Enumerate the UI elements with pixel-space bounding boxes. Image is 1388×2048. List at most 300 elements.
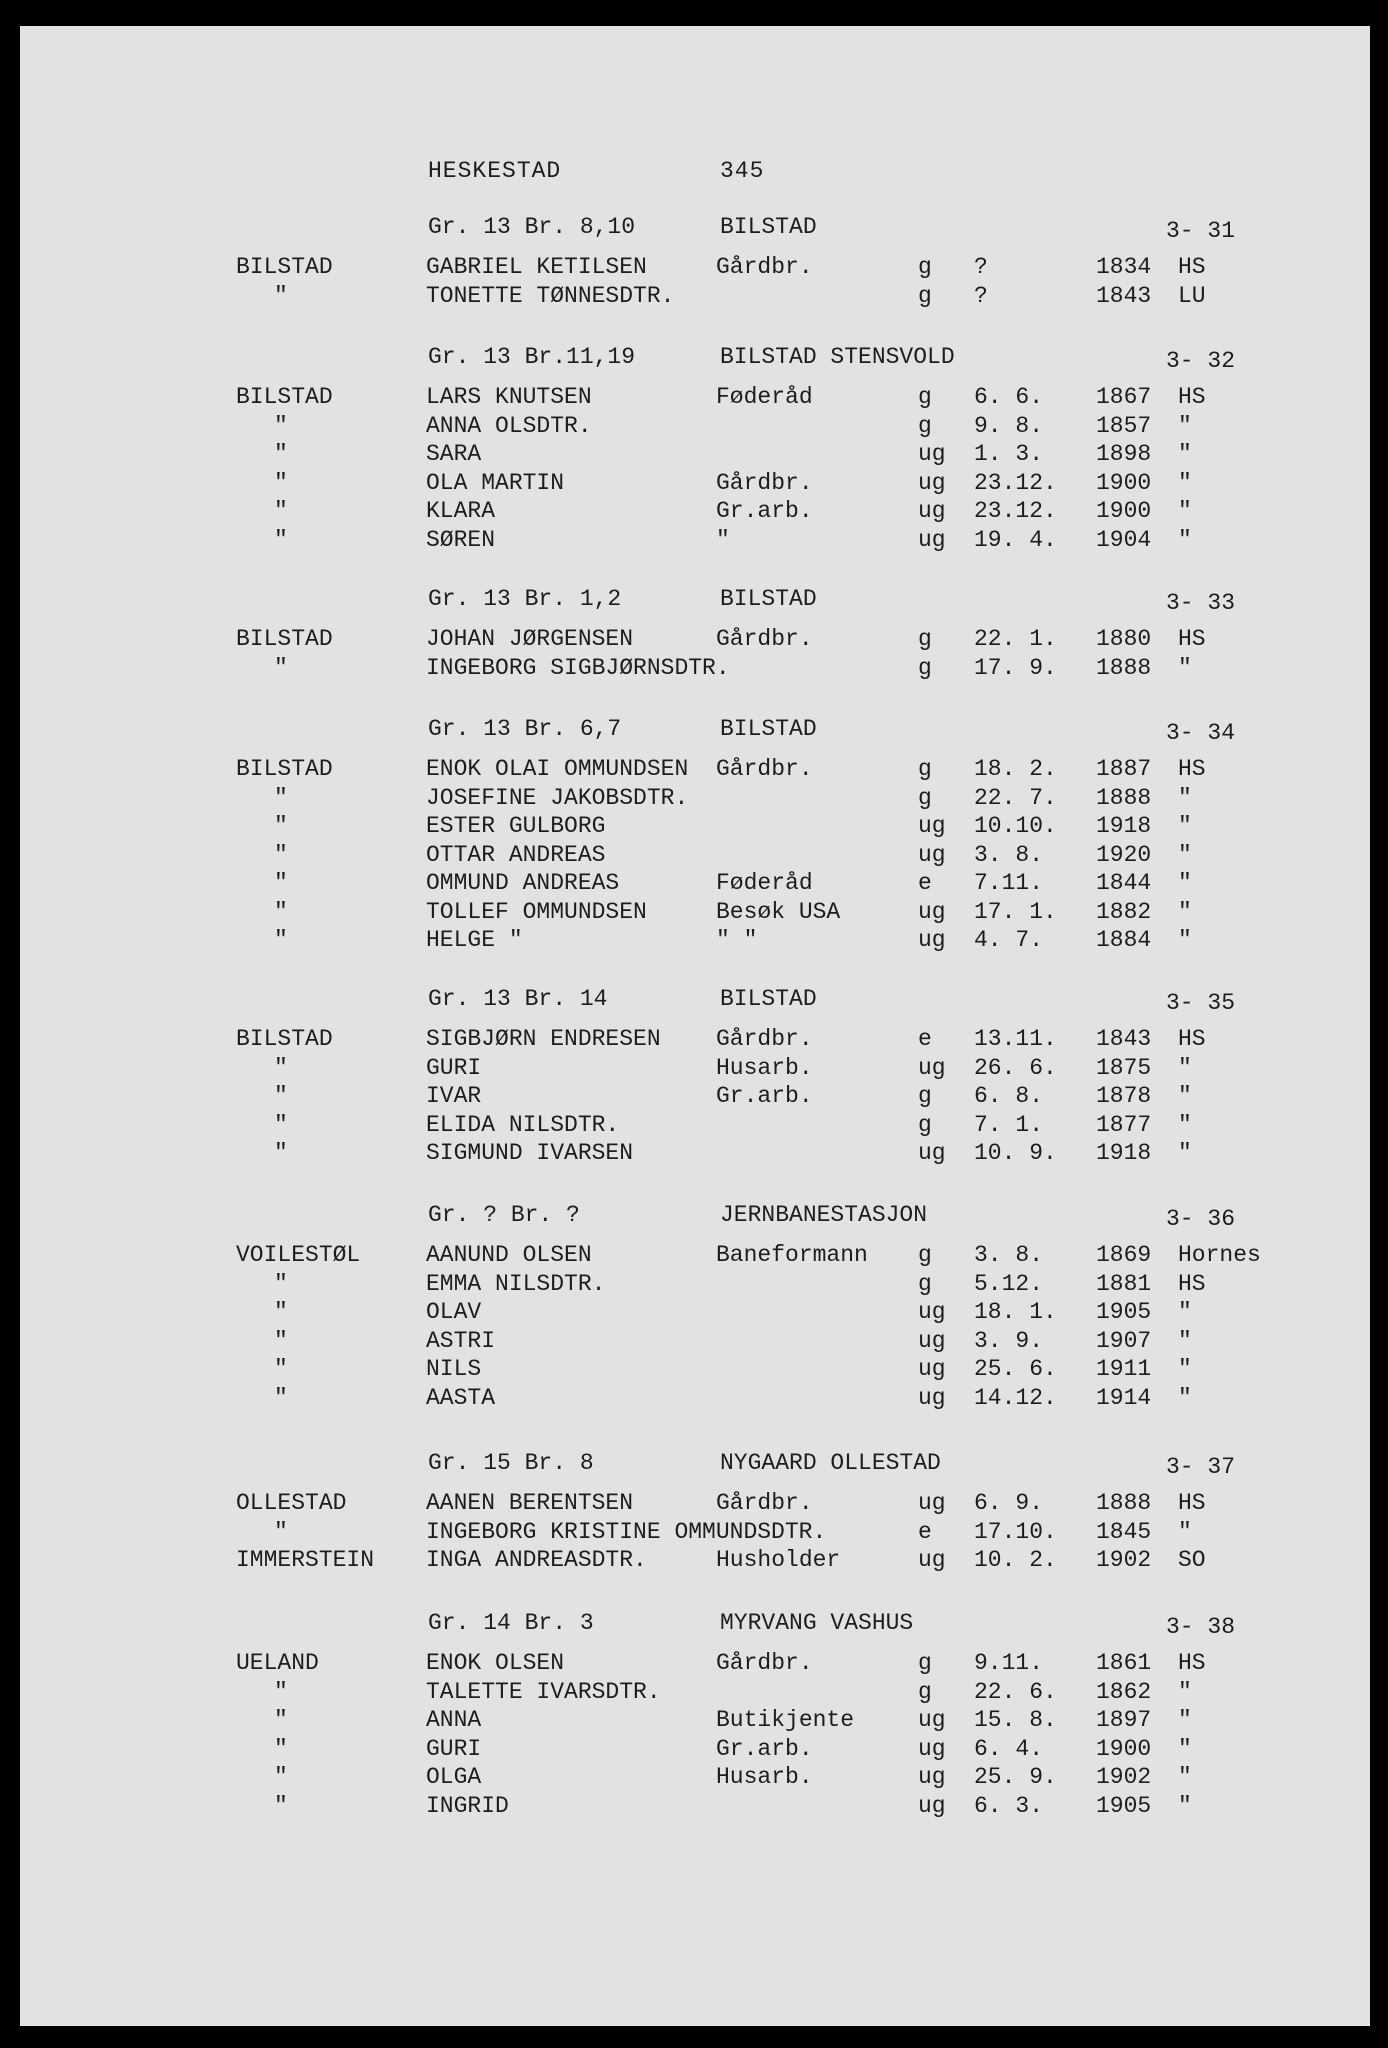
occupation-cell: Besøk USA: [716, 898, 841, 925]
place-cell: ": [274, 1384, 288, 1411]
person-row: [0, 1026, 1388, 1055]
occupation-cell: Husholder: [716, 1547, 841, 1573]
place-cell: ": [274, 526, 288, 553]
place-cell: BILSTAD: [236, 1026, 333, 1052]
birth-date-cell: 10. 9.: [974, 1140, 1057, 1166]
birth-date-cell: 1. 3.: [974, 441, 1044, 467]
birth-year-cell: 1888: [1096, 1490, 1152, 1516]
birth-date-cell: 25. 6.: [974, 1356, 1057, 1382]
person-row: [0, 870, 1388, 899]
occupation-cell: Gårdbr.: [716, 254, 813, 280]
household-code: 3- 37: [1166, 1454, 1236, 1480]
birthplace-cell: ": [1178, 841, 1192, 868]
birth-year-cell: 1911: [1096, 1356, 1152, 1382]
birth-date-cell: 6. 4.: [974, 1735, 1044, 1762]
name-cell: TOLLEF OMMUNDSEN: [426, 898, 647, 925]
household-section: [0, 1610, 1388, 1821]
household-section: [0, 586, 1388, 683]
birthplace-cell: ": [1178, 498, 1192, 524]
name-cell: ELIDA NILSDTR.: [426, 1111, 620, 1138]
person-row: [0, 1328, 1388, 1357]
birth-date-cell: 26. 6.: [974, 1054, 1057, 1081]
civil-status-cell: ug: [918, 1356, 946, 1382]
farm-name: BILSTAD: [720, 986, 817, 1012]
household-code: 3- 31: [1166, 218, 1236, 244]
birth-year-cell: 1857: [1096, 412, 1152, 439]
person-row: [0, 283, 1388, 312]
birthplace-cell: SO: [1178, 1547, 1206, 1573]
name-cell: IVAR: [426, 1083, 482, 1109]
name-cell: ANNA OLSDTR.: [426, 412, 592, 439]
name-cell: SIGBJØRN ENDRESEN: [426, 1026, 661, 1052]
person-row: [0, 1736, 1388, 1765]
civil-status-cell: ug: [918, 1384, 946, 1411]
farm-name: JERNBANESTASJON: [720, 1202, 928, 1228]
place-cell: ": [274, 870, 288, 896]
group-heading: [0, 214, 1388, 244]
person-row: [0, 1764, 1388, 1793]
person-row: [0, 384, 1388, 413]
birth-date-cell: 7.11.: [974, 870, 1044, 896]
birthplace-cell: ": [1178, 1735, 1192, 1762]
occupation-cell: Gårdbr.: [716, 1490, 813, 1516]
place-cell: UELAND: [236, 1650, 319, 1676]
place-cell: ": [274, 1678, 288, 1705]
name-cell: TONETTE TØNNESDTR.: [426, 282, 675, 309]
birth-date-cell: 25. 9.: [974, 1764, 1057, 1790]
place-cell: ": [274, 1356, 288, 1382]
group-reference: Gr. 13 Br. 8,10: [428, 214, 636, 240]
person-row: [0, 1547, 1388, 1576]
birth-year-cell: 1900: [1096, 498, 1152, 524]
name-cell: INGEBORG KRISTINE OMMUNDSDTR.: [426, 1518, 827, 1545]
civil-status-cell: g: [918, 1242, 932, 1268]
person-row: [0, 1385, 1388, 1414]
civil-status-cell: g: [918, 412, 932, 439]
name-cell: ESTER GULBORG: [426, 813, 606, 839]
birthplace-cell: HS: [1178, 1270, 1206, 1297]
birth-year-cell: 1888: [1096, 784, 1152, 811]
household-section: [0, 1202, 1388, 1413]
birthplace-cell: ": [1178, 1140, 1192, 1166]
birth-year-cell: 1845: [1096, 1518, 1152, 1545]
name-cell: LARS KNUTSEN: [426, 384, 592, 410]
birthplace-cell: ": [1178, 1764, 1192, 1790]
name-cell: GURI: [426, 1054, 482, 1081]
birthplace-cell: ": [1178, 1327, 1192, 1354]
person-row: [0, 1707, 1388, 1736]
civil-status-cell: g: [918, 1083, 932, 1109]
place-cell: ": [274, 1054, 288, 1081]
group-heading: [0, 344, 1388, 374]
birthplace-cell: ": [1178, 870, 1192, 896]
civil-status-cell: e: [918, 1518, 932, 1545]
name-cell: ASTRI: [426, 1327, 496, 1354]
birth-year-cell: 1920: [1096, 841, 1152, 868]
group-reference: Gr. 15 Br. 8: [428, 1450, 594, 1476]
person-row: [0, 1793, 1388, 1822]
household-section: [0, 214, 1388, 311]
person-row: [0, 785, 1388, 814]
occupation-cell: Føderåd: [716, 384, 813, 410]
birth-date-cell: 9.11.: [974, 1650, 1044, 1676]
birth-date-cell: 15. 8.: [974, 1707, 1057, 1733]
occupation-cell: Husarb.: [716, 1764, 813, 1790]
place-cell: ": [274, 1792, 288, 1819]
birth-date-cell: ?: [974, 254, 988, 280]
birthplace-cell: ": [1178, 469, 1192, 496]
place-cell: ": [274, 813, 288, 839]
name-cell: INGRID: [426, 1792, 509, 1819]
birth-date-cell: 6. 9.: [974, 1490, 1044, 1516]
place-cell: BILSTAD: [236, 384, 333, 410]
name-cell: AASTA: [426, 1384, 496, 1411]
place-cell: ": [274, 1299, 288, 1325]
group-heading: [0, 1202, 1388, 1232]
civil-status-cell: ug: [918, 1490, 946, 1516]
household-section: [0, 716, 1388, 956]
birth-date-cell: 17. 1.: [974, 898, 1057, 925]
birthplace-cell: ": [1178, 1054, 1192, 1081]
birthplace-cell: ": [1178, 813, 1192, 839]
group-reference: Gr. 13 Br. 1,2: [428, 586, 622, 612]
birth-date-cell: 10. 2.: [974, 1547, 1057, 1573]
civil-status-cell: ug: [918, 526, 946, 553]
birth-date-cell: 23.12.: [974, 469, 1057, 496]
name-cell: OLAV: [426, 1299, 482, 1325]
farm-name: BILSTAD: [720, 214, 817, 240]
farm-name: BILSTAD STENSVOLD: [720, 344, 955, 370]
name-cell: AANUND OLSEN: [426, 1242, 592, 1268]
birth-year-cell: 1867: [1096, 384, 1152, 410]
birthplace-cell: Hornes: [1178, 1242, 1261, 1268]
civil-status-cell: g: [918, 1111, 932, 1138]
occupation-cell: ": [716, 526, 730, 553]
occupation-cell: " ": [716, 927, 758, 953]
person-row: [0, 527, 1388, 556]
civil-status-cell: g: [918, 282, 932, 309]
place-cell: ": [274, 1518, 288, 1545]
civil-status-cell: ug: [918, 927, 946, 953]
birthplace-cell: ": [1178, 927, 1192, 953]
occupation-cell: Gårdbr.: [716, 1650, 813, 1676]
household-section: [0, 344, 1388, 555]
name-cell: OLA MARTIN: [426, 469, 565, 496]
group-reference: Gr. 13 Br. 6,7: [428, 716, 622, 742]
occupation-cell: Gårdbr.: [716, 1026, 813, 1052]
birth-date-cell: 13.11.: [974, 1026, 1057, 1052]
birth-date-cell: 22. 6.: [974, 1678, 1057, 1705]
farm-name: BILSTAD: [720, 716, 817, 742]
birth-date-cell: 19. 4.: [974, 526, 1057, 553]
birthplace-cell: HS: [1178, 1650, 1206, 1676]
birth-year-cell: 1904: [1096, 526, 1152, 553]
person-row: [0, 1356, 1388, 1385]
place-cell: ": [274, 282, 288, 309]
name-cell: NILS: [426, 1356, 482, 1382]
name-cell: ANNA: [426, 1707, 482, 1733]
birthplace-cell: ": [1178, 1356, 1192, 1382]
person-row: [0, 1140, 1388, 1169]
household-code: 3- 35: [1166, 990, 1236, 1016]
birth-year-cell: 1918: [1096, 813, 1152, 839]
civil-status-cell: g: [918, 384, 932, 410]
page-number: 345: [720, 158, 765, 184]
civil-status-cell: ug: [918, 441, 946, 467]
birth-year-cell: 1861: [1096, 1650, 1152, 1676]
place-cell: ": [274, 898, 288, 925]
civil-status-cell: ug: [918, 1547, 946, 1573]
person-row: [0, 1055, 1388, 1084]
birthplace-cell: ": [1178, 1384, 1192, 1411]
person-row: [0, 1650, 1388, 1679]
birthplace-cell: ": [1178, 1083, 1192, 1109]
birth-date-cell: 3. 8.: [974, 1242, 1044, 1268]
birth-year-cell: 1902: [1096, 1547, 1152, 1573]
birth-year-cell: 1869: [1096, 1242, 1152, 1268]
person-row: [0, 813, 1388, 842]
occupation-cell: Gr.arb.: [716, 498, 813, 524]
birth-year-cell: 1907: [1096, 1327, 1152, 1354]
name-cell: INGA ANDREASDTR.: [426, 1547, 647, 1573]
person-row: [0, 842, 1388, 871]
occupation-cell: Gårdbr.: [716, 626, 813, 652]
birthplace-cell: ": [1178, 1518, 1192, 1545]
household-code: 3- 32: [1166, 348, 1236, 374]
birth-date-cell: 14.12.: [974, 1384, 1057, 1411]
name-cell: TALETTE IVARSDTR.: [426, 1678, 661, 1705]
birthplace-cell: HS: [1178, 1490, 1206, 1516]
occupation-cell: Føderåd: [716, 870, 813, 896]
birthplace-cell: ": [1178, 1299, 1192, 1325]
place-cell: ": [274, 1707, 288, 1733]
birth-year-cell: 1900: [1096, 1735, 1152, 1762]
place-cell: OLLESTAD: [236, 1490, 347, 1516]
birthplace-cell: HS: [1178, 626, 1206, 652]
birth-date-cell: 18. 1.: [974, 1299, 1057, 1325]
place-cell: ": [274, 927, 288, 953]
farm-name: BILSTAD: [720, 586, 817, 612]
place-cell: ": [274, 1327, 288, 1354]
birth-year-cell: 1882: [1096, 898, 1152, 925]
birth-date-cell: 4. 7.: [974, 927, 1044, 953]
civil-status-cell: ug: [918, 469, 946, 496]
place-cell: ": [274, 1270, 288, 1297]
person-row: [0, 626, 1388, 655]
group-reference: Gr. 13 Br.11,19: [428, 344, 636, 370]
name-cell: OTTAR ANDREAS: [426, 841, 606, 868]
occupation-cell: Husarb.: [716, 1054, 813, 1081]
place-cell: ": [274, 498, 288, 524]
occupation-cell: Gr.arb.: [716, 1735, 813, 1762]
birth-year-cell: 1898: [1096, 441, 1152, 467]
birthplace-cell: LU: [1178, 282, 1206, 309]
place-cell: ": [274, 1111, 288, 1138]
civil-status-cell: g: [918, 654, 932, 681]
birthplace-cell: HS: [1178, 1026, 1206, 1052]
place-cell: IMMERSTEIN: [236, 1547, 375, 1573]
name-cell: KLARA: [426, 498, 496, 524]
person-row: [0, 1299, 1388, 1328]
name-cell: EMMA NILSDTR.: [426, 1270, 606, 1297]
birth-year-cell: 1875: [1096, 1054, 1152, 1081]
group-heading: [0, 986, 1388, 1016]
birthplace-cell: ": [1178, 526, 1192, 553]
place-cell: ": [274, 1083, 288, 1109]
place-cell: ": [274, 784, 288, 811]
household-section: [0, 986, 1388, 1169]
civil-status-cell: ug: [918, 498, 946, 524]
civil-status-cell: g: [918, 1650, 932, 1676]
birth-date-cell: 17.10.: [974, 1518, 1057, 1545]
birth-date-cell: 9. 8.: [974, 412, 1044, 439]
place-cell: ": [274, 1735, 288, 1762]
group-reference: Gr. 14 Br. 3: [428, 1610, 594, 1636]
group-reference: Gr. 13 Br. 14: [428, 986, 608, 1012]
group-heading: [0, 1450, 1388, 1480]
person-row: [0, 441, 1388, 470]
household-section: [0, 1450, 1388, 1576]
birthplace-cell: ": [1178, 1707, 1192, 1733]
birthplace-cell: ": [1178, 1792, 1192, 1819]
civil-status-cell: g: [918, 784, 932, 811]
civil-status-cell: e: [918, 870, 932, 896]
civil-status-cell: g: [918, 1678, 932, 1705]
person-row: [0, 1519, 1388, 1548]
civil-status-cell: g: [918, 756, 932, 782]
group-heading: [0, 1610, 1388, 1640]
birth-year-cell: 1880: [1096, 626, 1152, 652]
birth-year-cell: 1884: [1096, 927, 1152, 953]
birth-date-cell: 17. 9.: [974, 654, 1057, 681]
place-cell: ": [274, 841, 288, 868]
farm-name: NYGAARD OLLESTAD: [720, 1450, 941, 1476]
person-row: [0, 927, 1388, 956]
birth-year-cell: 1844: [1096, 870, 1152, 896]
birthplace-cell: ": [1178, 654, 1192, 681]
name-cell: JOHAN JØRGENSEN: [426, 626, 634, 652]
group-heading: [0, 716, 1388, 746]
civil-status-cell: ug: [918, 1140, 946, 1166]
birthplace-cell: HS: [1178, 384, 1206, 410]
person-row: [0, 498, 1388, 527]
civil-status-cell: ug: [918, 1764, 946, 1790]
civil-status-cell: g: [918, 254, 932, 280]
birth-date-cell: 7. 1.: [974, 1111, 1044, 1138]
birth-date-cell: ?: [974, 282, 988, 309]
birth-year-cell: 1897: [1096, 1707, 1152, 1733]
place-cell: BILSTAD: [236, 254, 333, 280]
person-row: [0, 413, 1388, 442]
occupation-cell: Butikjente: [716, 1707, 855, 1733]
person-row: [0, 1242, 1388, 1271]
name-cell: GURI: [426, 1735, 482, 1762]
birth-year-cell: 1905: [1096, 1792, 1152, 1819]
birth-date-cell: 6. 3.: [974, 1792, 1044, 1819]
name-cell: INGEBORG SIGBJØRNSDTR.: [426, 654, 730, 681]
birth-year-cell: 1914: [1096, 1384, 1152, 1411]
page-header: [428, 158, 765, 184]
birth-year-cell: 1862: [1096, 1678, 1152, 1705]
birth-year-cell: 1877: [1096, 1111, 1152, 1138]
birthplace-cell: ": [1178, 784, 1192, 811]
name-cell: GABRIEL KETILSEN: [426, 254, 647, 280]
occupation-cell: Gårdbr.: [716, 756, 813, 782]
place-cell: ": [274, 441, 288, 467]
birth-year-cell: 1902: [1096, 1764, 1152, 1790]
birth-year-cell: 1900: [1096, 469, 1152, 496]
birth-date-cell: 22. 1.: [974, 626, 1057, 652]
birth-year-cell: 1834: [1096, 254, 1152, 280]
civil-status-cell: ug: [918, 1707, 946, 1733]
birth-year-cell: 1881: [1096, 1270, 1152, 1297]
place-cell: ": [274, 1764, 288, 1790]
household-code: 3- 38: [1166, 1614, 1236, 1640]
birthplace-cell: ": [1178, 412, 1192, 439]
birth-date-cell: 23.12.: [974, 498, 1057, 524]
civil-status-cell: ug: [918, 1792, 946, 1819]
birthplace-cell: ": [1178, 1678, 1192, 1705]
household-code: 3- 34: [1166, 720, 1236, 746]
civil-status-cell: ug: [918, 1299, 946, 1325]
group-reference: Gr. ? Br. ?: [428, 1202, 580, 1228]
place-cell: ": [274, 469, 288, 496]
civil-status-cell: ug: [918, 898, 946, 925]
birth-date-cell: 6. 6.: [974, 384, 1044, 410]
name-cell: SARA: [426, 441, 482, 467]
farm-name: MYRVANG VASHUS: [720, 1610, 914, 1636]
birth-date-cell: 18. 2.: [974, 756, 1057, 782]
civil-status-cell: ug: [918, 841, 946, 868]
place-cell: BILSTAD: [236, 626, 333, 652]
birth-year-cell: 1878: [1096, 1083, 1152, 1109]
person-row: [0, 1083, 1388, 1112]
birthplace-cell: ": [1178, 1111, 1192, 1138]
birth-date-cell: 3. 8.: [974, 841, 1044, 868]
civil-status-cell: g: [918, 1270, 932, 1297]
place-cell: ": [274, 412, 288, 439]
household-code: 3- 33: [1166, 590, 1236, 616]
birthplace-cell: HS: [1178, 756, 1206, 782]
person-row: [0, 756, 1388, 785]
birth-date-cell: 3. 9.: [974, 1327, 1044, 1354]
parish-title: HESKESTAD: [428, 158, 562, 184]
person-row: [0, 1271, 1388, 1300]
birth-year-cell: 1843: [1096, 282, 1152, 309]
person-row: [0, 470, 1388, 499]
person-row: [0, 1112, 1388, 1141]
birth-year-cell: 1888: [1096, 654, 1152, 681]
name-cell: AANEN BERENTSEN: [426, 1490, 634, 1516]
place-cell: VOILESTØL: [236, 1242, 361, 1268]
birth-date-cell: 6. 8.: [974, 1083, 1044, 1109]
name-cell: JOSEFINE JAKOBSDTR.: [426, 784, 689, 811]
birth-year-cell: 1905: [1096, 1299, 1152, 1325]
civil-status-cell: ug: [918, 1735, 946, 1762]
birth-year-cell: 1918: [1096, 1140, 1152, 1166]
occupation-cell: Baneformann: [716, 1242, 868, 1268]
group-heading: [0, 586, 1388, 616]
birth-date-cell: 10.10.: [974, 813, 1057, 839]
person-row: [0, 1490, 1388, 1519]
civil-status-cell: ug: [918, 1327, 946, 1354]
birthplace-cell: ": [1178, 441, 1192, 467]
birth-year-cell: 1843: [1096, 1026, 1152, 1052]
birthplace-cell: HS: [1178, 254, 1206, 280]
birth-date-cell: 5.12.: [974, 1270, 1044, 1297]
place-cell: ": [274, 654, 288, 681]
name-cell: OLGA: [426, 1764, 482, 1790]
